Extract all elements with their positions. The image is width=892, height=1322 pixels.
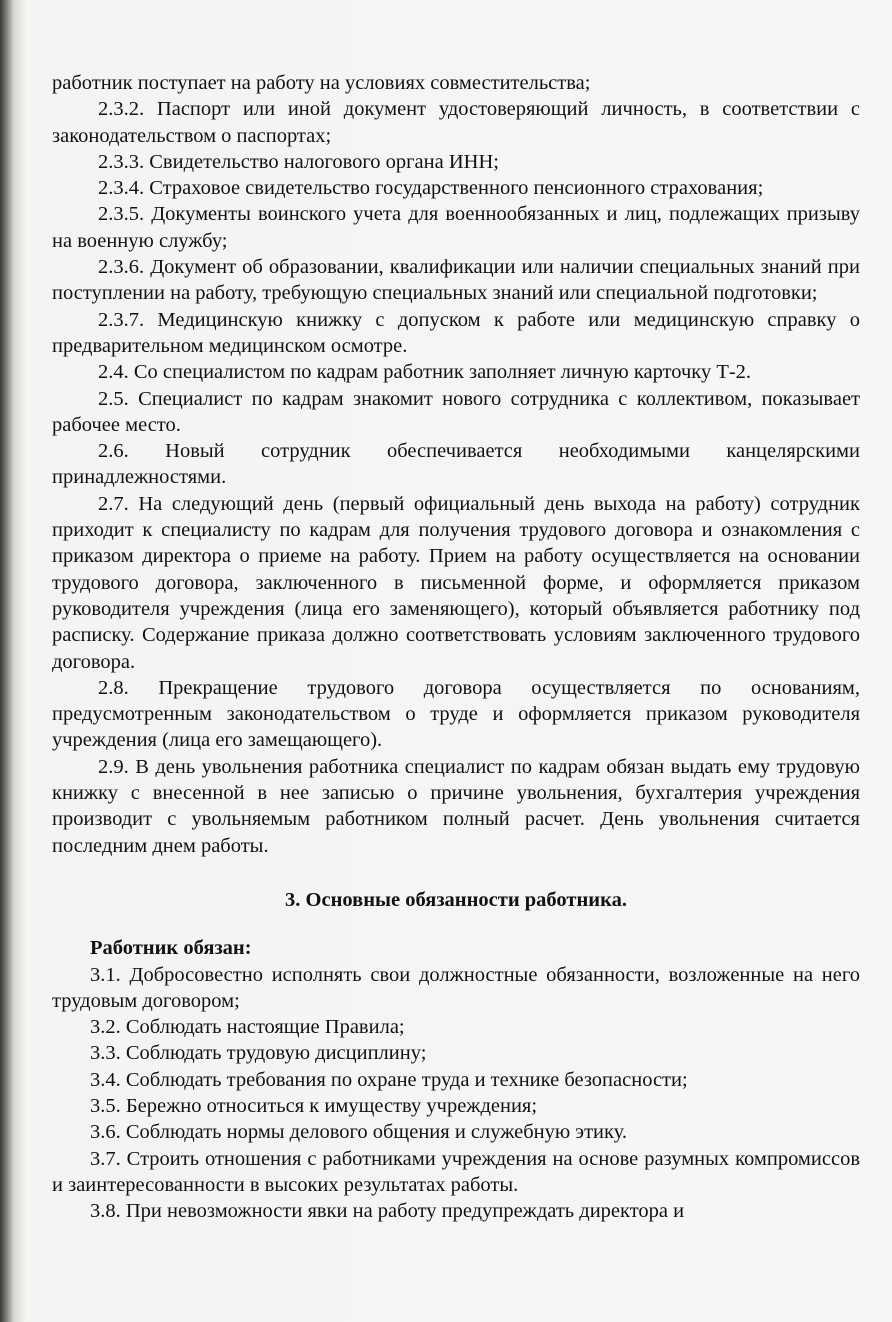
paragraph-2-5: 2.5. Специалист по кадрам знакомит нового сотрудника с коллективом, показывает рабочее место. bbox=[52, 387, 860, 436]
item-3-7: 3.7. Строить отношения с работниками учреждения на основе разумных компромиссов и заинтересованности в высоких результатах работы. bbox=[52, 1147, 860, 1196]
item-3-4: 3.4. Соблюдать требования по охране труда и технике безопасности; bbox=[90, 1068, 688, 1091]
paragraph-2-8: 2.8. Прекращение трудового договора осуществляется по основаниям, предусмотренным законодательством о труде и оформляется приказом руководителя учреждения (лица его замещающего). bbox=[52, 676, 860, 752]
item-3-6: 3.6. Соблюдать нормы делового общения и служебную этику. bbox=[90, 1121, 628, 1144]
section-3-subheading: Работник обязан: bbox=[90, 937, 252, 960]
paragraph-2-6: 2.6. Новый сотрудник обеспечивается необходимыми канцелярскими принадлежностями. bbox=[52, 440, 860, 489]
item-3-3: 3.3. Соблюдать трудовую дисциплину; bbox=[90, 1042, 427, 1065]
section-3-items bbox=[52, 962, 860, 1225]
section-2-continuation bbox=[52, 70, 860, 859]
paragraph-2-3-1-tail: работник поступает на работу на условиях совместительства; bbox=[52, 72, 591, 94]
paragraph-2-9: 2.9. В день увольнения работника специалист по кадрам обязан выдать ему трудовую книжку с внесенной в нее записью о причине увольнения, бухгалтерия учреждения производит с увольняемым работником полный расчет. День увольнения считается последним днем работы. bbox=[52, 755, 860, 857]
item-3-8: 3.8. При невозможности явки на работу предупреждать директора и bbox=[90, 1200, 685, 1223]
section-3-heading: 3. Основные обязанности работника. bbox=[285, 888, 627, 911]
document-body bbox=[52, 70, 860, 1224]
paragraph-2-3-3: 2.3.3. Свидетельство налогового органа ИНН; bbox=[98, 150, 499, 173]
item-3-2: 3.2. Соблюдать настоящие Правила; bbox=[90, 1016, 405, 1039]
item-3-1: 3.1. Добросовестно исполнять свои должностные обязанности, возложенные на него трудовым договором; bbox=[52, 963, 860, 1012]
paragraph-2-3-5: 2.3.5. Документы воинского учета для военнообязанных и лиц, подлежащих призыву на военную службу; bbox=[52, 203, 860, 252]
paragraph-2-3-4: 2.3.4. Страховое свидетельство государственного пенсионного страхования; bbox=[98, 177, 764, 200]
paragraph-2-3-7: 2.3.7. Медицинскую книжку с допуском к работе или медицинскую справку о предварительном медицинском осмотре. bbox=[52, 308, 860, 357]
item-3-5: 3.5. Бережно относиться к имуществу учреждения; bbox=[90, 1094, 538, 1117]
paragraph-2-7: 2.7. На следующий день (первый официальный день выхода на работу) сотрудник приходит к специалисту по кадрам для получения трудового договора и ознакомления с приказом директора о приеме на работу. Прием на работу осуществляется на основании трудового договора, заключенного в письменной форме, и оформляется приказом руководителя учреждения (лица его заменяющего), который объявляется работнику под расписку. Содержание приказа должно соответствовать условиям заключенного трудового договора. bbox=[52, 492, 860, 673]
paragraph-2-3-6: 2.3.6. Документ об образовании, квалификации или наличии специальных знаний при поступлении на работу, требующую специальных знаний или специальной подготовки; bbox=[52, 256, 860, 305]
paragraph-2-3-2: 2.3.2. Паспорт или иной документ удостоверяющий личность, в соответствии с законодательством о паспортах; bbox=[52, 98, 860, 147]
paragraph-2-4: 2.4. Со специалистом по кадрам работник заполняет личную карточку Т-2. bbox=[98, 361, 752, 384]
